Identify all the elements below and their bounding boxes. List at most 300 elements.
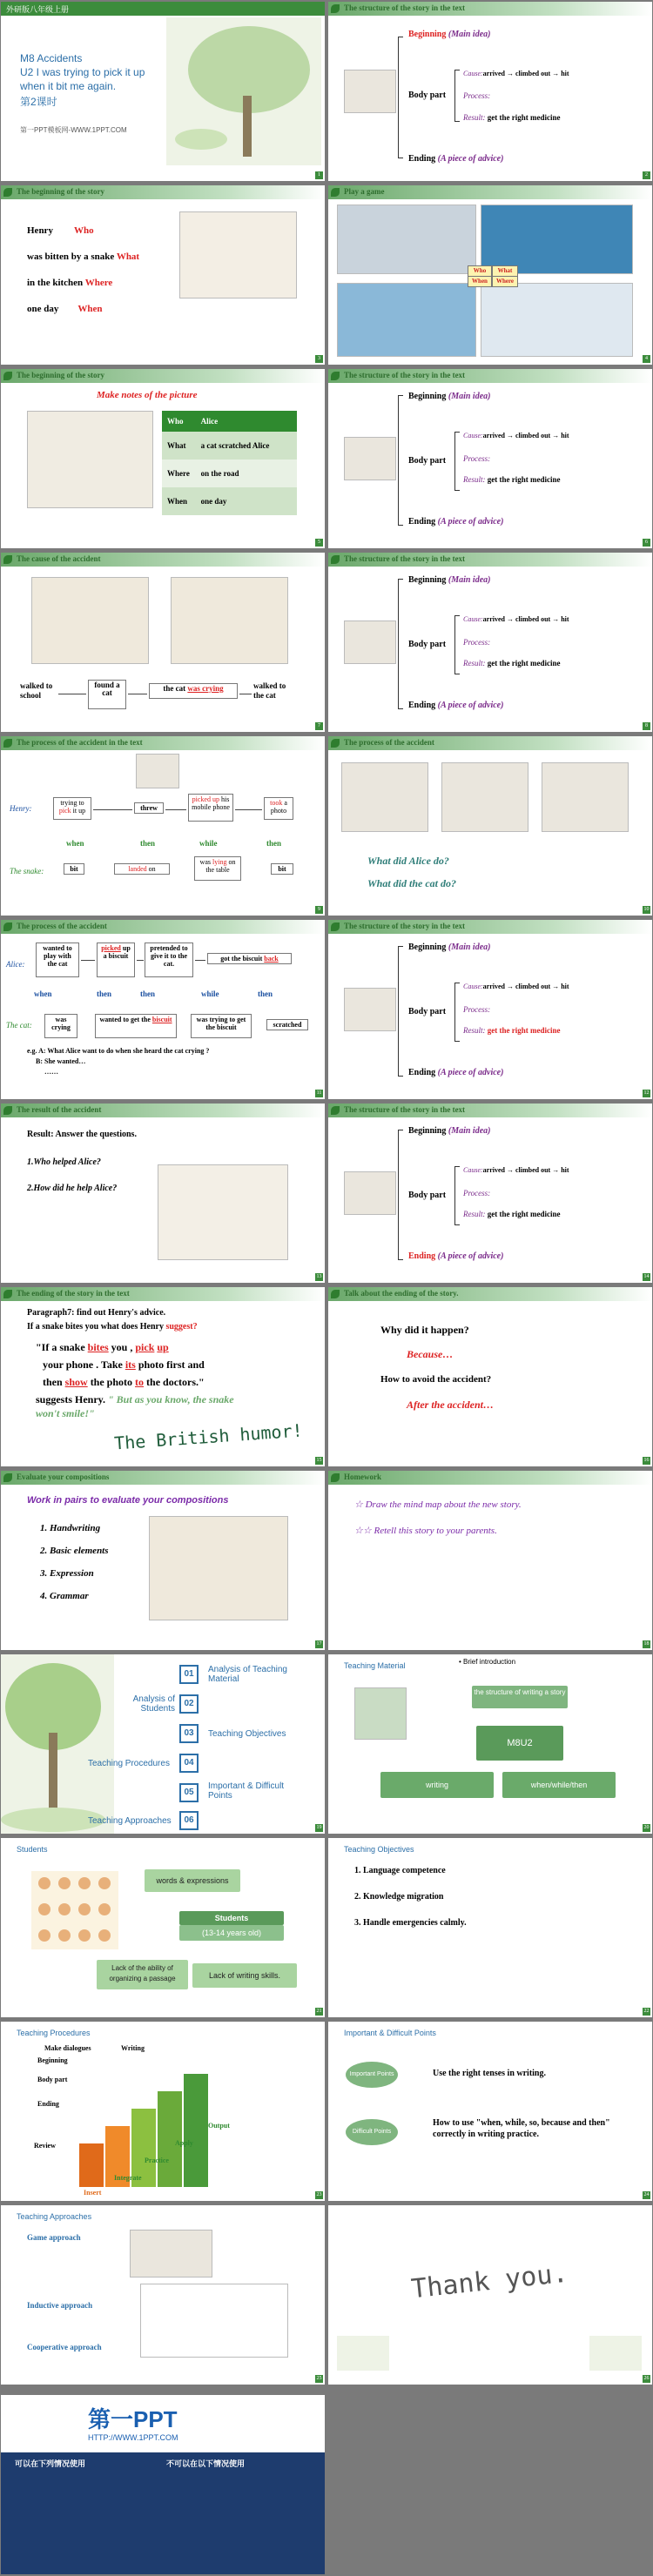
stage-output: Output (208, 2122, 230, 2130)
step1-end: it up (72, 807, 86, 815)
slide-title: Talk about the ending of the story. (344, 1289, 459, 1298)
leaf-icon (331, 188, 340, 197)
gotback-text: got the biscuit (220, 955, 263, 963)
slide-number: 19 (316, 1825, 322, 1830)
slide-title: The beginning of the story (17, 371, 105, 379)
result-row (463, 659, 560, 667)
row-oneday (27, 304, 103, 314)
slide-number: 18 (643, 1641, 650, 1647)
approach-cooperative: Cooperative approach (27, 2343, 102, 2351)
module-title: M8 Accidents (20, 52, 83, 64)
slide-number: 5 (315, 539, 323, 547)
step1-text: trying to (60, 799, 84, 807)
slide-title: Play a game (344, 187, 385, 196)
slide-number: 23 (316, 2192, 322, 2197)
photo-text: a photo (270, 799, 287, 815)
when-card[interactable]: When (468, 276, 492, 287)
cell-who: Who (167, 417, 184, 426)
couple-picture (481, 205, 633, 274)
example-c: …… (44, 1068, 58, 1076)
leaf-icon (3, 1290, 12, 1298)
allowed-heading: 可以在下列情况使用 (15, 2459, 86, 2468)
cause-label: Cause: (463, 615, 483, 623)
slide-number: 3 (315, 355, 323, 363)
snake-step-4: bit (271, 863, 293, 875)
slide-cause[interactable] (1, 553, 325, 732)
slide-evaluate[interactable] (1, 1471, 325, 1650)
criteria-2: 2. Basic elements (40, 1546, 109, 1556)
slide-thank-you[interactable] (328, 2205, 652, 2385)
who-label: Who (73, 225, 94, 236)
footer-text: 第一PPT模板网-WWW.1PPT.COM (20, 126, 127, 134)
cell-what-value: a cat scratched Alice (200, 441, 270, 450)
story-picture (344, 1171, 396, 1215)
cause-row: Cause:arrived → climbed out → hit (463, 70, 569, 77)
example-b: B: She wanted… (36, 1057, 86, 1065)
cause-climbed: climbed out (515, 1166, 551, 1174)
textbook-label: 外研版八年级上册 (6, 5, 70, 14)
agenda-item-4[interactable]: Teaching Procedures (88, 1759, 170, 1768)
cell-when-value: one day (200, 497, 227, 506)
writing-box: writing (380, 1772, 494, 1798)
story-picture (344, 621, 396, 664)
alice-step-2 (97, 943, 135, 977)
leaf-icon (331, 372, 340, 380)
ending-label (408, 1251, 503, 1261)
leaf-icon (331, 1290, 340, 1298)
slide-advert[interactable] (1, 2395, 325, 2574)
conj-then: then (97, 989, 112, 998)
body-brace (454, 1166, 460, 1225)
humor-text: The British humor! (113, 1419, 304, 1454)
process-label: Process: (463, 1005, 491, 1014)
slide-title: The ending of the story in the text (17, 1289, 130, 1298)
slide-agenda[interactable] (1, 1654, 325, 1834)
magnet-picture (337, 205, 476, 274)
beginning-label (408, 1126, 490, 1136)
crying-text: was crying (187, 684, 224, 693)
slide-number: 15 (316, 1458, 322, 1463)
ending-advice: (A piece of advice) (437, 517, 504, 527)
row-bitten (27, 252, 139, 262)
slide-title: Teaching Procedures (17, 2029, 91, 2037)
main-idea: (Main idea) (448, 30, 491, 39)
ending-text: Ending (408, 1068, 436, 1077)
cause-hit: hit (561, 1166, 569, 1174)
main-idea: (Main idea) (448, 1126, 491, 1136)
alice-step-3: pretended to give it to the cat. (145, 943, 193, 977)
q2c: photo first and (138, 1358, 205, 1371)
slide-teaching-material[interactable] (328, 1654, 652, 1834)
slide-title: The structure of the story in the text (344, 554, 466, 563)
story-picture (344, 70, 396, 113)
biscuit-red: biscuit (151, 1016, 172, 1023)
slide-notes[interactable] (1, 369, 325, 548)
slide-title: The cause of the accident (17, 554, 101, 563)
where-card[interactable]: Where (492, 276, 518, 287)
cause-label: Cause: (463, 1166, 483, 1174)
slide-structure-2[interactable] (328, 369, 652, 548)
beginning-label (408, 392, 490, 401)
snake-step-1: bit (64, 863, 84, 875)
cause-climbed: climbed out (515, 70, 551, 77)
agenda-number-6: 06 (179, 1811, 199, 1830)
quote-line-2 (43, 1358, 205, 1372)
unit-title-2: when it bit me again. (20, 80, 117, 92)
q4a: suggests Henry. (36, 1393, 106, 1405)
conj-when: when (66, 839, 84, 848)
slide-structure-5[interactable] (328, 1104, 652, 1283)
arrow (195, 960, 205, 961)
question-avoid: How to avoid the accident? (380, 1374, 492, 1385)
slide-number: 2 (643, 171, 650, 179)
bites-text: bites (87, 1341, 109, 1353)
process-label: Process: (463, 638, 491, 647)
conj-while: while (201, 989, 219, 998)
slide-number: 16 (643, 1458, 650, 1463)
cat-step-1: was crying (44, 1014, 77, 1038)
beginning-text: Beginning (408, 943, 447, 952)
alice-step-1: wanted to play with the cat (36, 943, 79, 977)
cause-arrived: arrived (482, 983, 505, 990)
result-row (463, 1210, 560, 1218)
table-text: on the table (205, 858, 236, 874)
slide-number: 7 (315, 722, 323, 730)
slide-number: 20 (643, 1825, 650, 1830)
notes-table (162, 411, 297, 515)
slide-process-text[interactable] (1, 736, 325, 916)
slide-beginning-henry[interactable] (1, 185, 325, 365)
ending-advice: (A piece of advice) (437, 1251, 504, 1261)
step-review: Review (34, 2142, 56, 2150)
ending-text: Ending (408, 1251, 436, 1261)
slide-approaches[interactable] (1, 2205, 325, 2385)
where-label: Where (84, 278, 113, 288)
ending-text: Ending (408, 517, 436, 527)
leaf-icon (3, 372, 12, 380)
snake-label: The snake: (10, 867, 44, 875)
students-box: Students (179, 1911, 284, 1925)
main-idea: (Main idea) (448, 392, 491, 401)
quote-line-3 (43, 1376, 205, 1389)
snake-picture (136, 754, 179, 788)
pick-text: pick (135, 1341, 155, 1353)
cause-walked: walked to school (20, 681, 53, 700)
result-row (463, 113, 560, 122)
agenda-number-4: 04 (179, 1754, 199, 1773)
conj-then-3: then (258, 989, 273, 998)
phone-text: his mobile phone (192, 795, 230, 811)
process-picture-1 (341, 762, 428, 832)
slide-number: 26 (643, 2376, 650, 2381)
difficult-badge: Difficult Points (346, 2119, 398, 2145)
body-part-label: Body part (408, 91, 447, 100)
up-text: up (157, 1341, 169, 1353)
decoration-left (337, 2336, 389, 2371)
leaf-icon (3, 1106, 12, 1115)
story-picture (344, 988, 396, 1031)
agenda-number-5: 05 (179, 1783, 199, 1802)
slide-title: The structure of the story in the text (344, 3, 466, 12)
slide-title: Teaching Material (344, 1661, 406, 1670)
henry-step-2: threw (134, 802, 164, 814)
agenda-item-3[interactable]: Teaching Objectives (208, 1729, 286, 1739)
conj-then-2: then (266, 839, 282, 848)
cell-where-value: on the road (200, 469, 239, 478)
slide-procedures[interactable] (1, 2022, 325, 2201)
lying-text: lying (212, 858, 227, 866)
slide-students[interactable] (1, 1838, 325, 2017)
body-brace (454, 615, 460, 674)
result-label: Result: (463, 113, 486, 122)
slide-title: The process of the accident in the text (17, 738, 143, 747)
forbidden-heading: 不可以在以下情况使用 (166, 2459, 246, 2468)
slide-structure-3[interactable] (328, 553, 652, 732)
back-text: back (264, 955, 279, 963)
what-card[interactable]: What (492, 265, 518, 277)
tree-illustration (166, 17, 321, 165)
brief-intro: • Brief introduction (459, 1658, 516, 1666)
cat-label: The cat: (6, 1021, 32, 1030)
slide-number: 12 (643, 1090, 650, 1096)
oneday-text: one day (27, 304, 59, 314)
game-thumbnail (130, 2230, 212, 2277)
girl-cat-picture (171, 577, 288, 664)
result-label: Result: (463, 475, 486, 484)
picked-up-text: picked up (192, 795, 219, 803)
henry-step-4 (264, 797, 293, 820)
objective-3: 3. Handle emergencies calmly. (354, 1918, 467, 1928)
took-text: took (270, 799, 283, 807)
question-why: Why did it happen? (380, 1324, 469, 1336)
stage-apply: Apply (175, 2139, 193, 2147)
slide-talk-ending[interactable] (328, 1287, 652, 1466)
slide-title: Important & Difficult Points (344, 2029, 436, 2037)
row-kitchen (27, 278, 112, 288)
beginning-label (408, 943, 490, 952)
bitten-text: was bitten by a snake (27, 252, 115, 262)
cell-alice: Alice (200, 417, 219, 426)
lack-organizing-box: Lack of the ability of organizing a passage (97, 1960, 188, 1989)
q2a: your phone . Take (43, 1358, 123, 1371)
slide-title: The beginning of the story (17, 187, 105, 196)
result-heading: Result: Answer the questions. (27, 1130, 137, 1139)
agenda-item-6[interactable]: Teaching Approaches (88, 1816, 172, 1826)
to-text: to (135, 1376, 145, 1388)
slide-game[interactable] (328, 185, 652, 365)
cell-what: What (167, 441, 186, 450)
result-label: Result: (463, 1026, 486, 1035)
slide-number: 1 (315, 171, 323, 179)
slide-structure-1[interactable] (328, 2, 652, 181)
notes-subtitle: Make notes of the picture (97, 390, 198, 400)
pick-text: pick (58, 807, 71, 815)
what-label: What (116, 252, 140, 262)
slide-process-flow[interactable] (1, 920, 325, 1099)
slide-number: 9 (315, 906, 323, 914)
agenda-item-1[interactable]: Analysis of Teaching Material (208, 1665, 287, 1684)
alice-label: Alice: (6, 960, 25, 969)
cause-arrived: arrived (482, 70, 505, 77)
cat-step-4: scratched (266, 1019, 308, 1030)
slide-title[interactable] (1, 2, 325, 181)
students-icons (31, 1871, 118, 1949)
main-idea: (Main idea) (448, 943, 491, 952)
homework-1: ☆ Draw the mind map about the new story. (354, 1499, 522, 1510)
step-ending: Ending (37, 2100, 59, 2108)
brace (398, 946, 403, 1077)
criteria-1: 1. Handwriting (40, 1523, 101, 1533)
leaf-icon (331, 922, 340, 931)
its-text: its (125, 1358, 136, 1371)
slide-objectives[interactable] (328, 1838, 652, 2017)
important-point: Use the right tenses in writing. (433, 2069, 546, 2078)
leaf-icon (331, 4, 340, 13)
leaf-icon (331, 739, 340, 748)
cause-found-cat: found a cat (88, 680, 126, 709)
cause-hit: hit (561, 432, 569, 439)
process-picture-3 (542, 762, 629, 832)
ending-text: Ending (408, 701, 436, 710)
slide-number: 25 (316, 2376, 322, 2381)
brace (398, 37, 403, 158)
slide-title: The structure of the story in the text (344, 1105, 466, 1114)
ending-advice: (A piece of advice) (437, 154, 504, 164)
agenda-item-5[interactable]: Important & Difficult Points (208, 1781, 285, 1801)
body-brace (454, 983, 460, 1042)
result-text: get the right medicine (487, 1026, 561, 1035)
slide-number: 11 (316, 1090, 322, 1096)
beginning-text: Beginning (408, 1126, 447, 1136)
beginning-text: Beginning (408, 30, 447, 39)
slide-number: 17 (316, 1641, 322, 1647)
cat-step-2 (95, 1014, 177, 1038)
slide-key-points[interactable] (328, 2022, 652, 2201)
alice-step-4 (207, 953, 292, 964)
arrow (137, 960, 144, 961)
cause-arrived: arrived (482, 1166, 505, 1174)
cause-climbed: climbed out (515, 432, 551, 439)
question-1: 1.Who helped Alice? (27, 1157, 101, 1167)
slide-structure-4[interactable] (328, 920, 652, 1099)
body-part-label: Body part (408, 640, 447, 649)
cell-where: Where (167, 469, 190, 478)
cause-label: Cause: (463, 983, 483, 990)
example-a: e.g. A: What Alice want to do when she heard the cat crying ? (27, 1047, 210, 1055)
brace (398, 1130, 403, 1260)
process-picture-2 (441, 762, 528, 832)
difficult-point: How to use "when, while, so, because and then" correctly in writing practice. (433, 2118, 610, 2139)
leaf-icon (3, 555, 12, 564)
criteria-3: 3. Expression (40, 1568, 94, 1579)
answer-because: Because… (407, 1348, 454, 1360)
brand-url[interactable]: HTTP://WWW.1PPT.COM (88, 2433, 178, 2442)
quote-line-4 (36, 1393, 234, 1406)
age-box: (13-14 years old) (179, 1925, 284, 1941)
arrow (235, 809, 262, 810)
slide-number: 24 (643, 2192, 650, 2197)
conj-then-2: then (140, 989, 156, 998)
q3a: then (43, 1376, 63, 1388)
conjunction-box: when/while/then (502, 1772, 616, 1798)
agenda-item-2[interactable]: Analysis of Students (132, 1694, 175, 1714)
body-part-label: Body part (408, 1007, 447, 1016)
who-card[interactable]: Who (468, 265, 492, 277)
cause-climbed: climbed out (515, 615, 551, 623)
process-label: Process: (463, 91, 491, 100)
ending-label (408, 517, 503, 527)
cat-text: the cat (163, 684, 186, 693)
henry-step-3 (188, 794, 233, 822)
thank-you-text: Thank you. (409, 2257, 569, 2305)
ending-label (408, 154, 503, 164)
story-picture (344, 437, 396, 480)
suggest-text: suggest? (165, 1322, 198, 1332)
slide-ending-text[interactable] (1, 1287, 325, 1466)
evaluate-subtitle: Work in pairs to evaluate your compositions (27, 1495, 229, 1506)
ending-advice: (A piece of advice) (437, 1068, 504, 1077)
ending-advice: (A piece of advice) (437, 701, 504, 710)
process-label: Process: (463, 454, 491, 463)
step-dialogues: Make dialogues (44, 2044, 91, 2052)
flow-thumbnail (140, 2284, 288, 2358)
cause-hit: hit (561, 615, 569, 623)
answer-after: After the accident… (407, 1399, 494, 1411)
criteria-4: 4. Grammar (40, 1591, 89, 1601)
slide-title: The process of the accident (17, 922, 107, 930)
slide-title: Evaluate your compositions (17, 1472, 110, 1481)
cause-row: Cause:arrived → climbed out → hit (463, 1166, 569, 1174)
question-cat: What did the cat do? (367, 877, 457, 889)
q3e: the doctors." (146, 1376, 205, 1388)
slide-title: The structure of the story in the text (344, 922, 466, 930)
lack-writing-box: Lack of writing skills. (192, 1963, 297, 1988)
ending-text: Ending (408, 154, 436, 164)
slide-title: Students (17, 1845, 48, 1854)
objective-2: 2. Knowledge migration (354, 1892, 444, 1902)
result-text: get the right medicine (487, 1210, 561, 1218)
process-label: Process: (463, 1189, 491, 1197)
slide-homework[interactable] (328, 1471, 652, 1650)
result-text: get the right medicine (487, 113, 561, 122)
slide-number: 4 (643, 355, 650, 363)
main-idea: (Main idea) (448, 575, 491, 585)
beginning-text: Beginning (408, 392, 447, 401)
brace (398, 395, 403, 526)
slide-process-questions[interactable] (328, 736, 652, 916)
cause-climbed: climbed out (515, 983, 551, 990)
helper-picture (158, 1164, 288, 1260)
slide-result[interactable] (1, 1104, 325, 1283)
advert-footer (1, 2452, 325, 2574)
leaf-icon (3, 1473, 12, 1482)
slide-title: The process of the accident (344, 738, 434, 747)
on-text: on (148, 865, 156, 873)
conj-when: when (34, 989, 52, 998)
slide-title: The result of the accident (17, 1105, 102, 1114)
snake-step-3 (194, 856, 241, 881)
slide-title: Homework (344, 1472, 381, 1481)
girl-walking-picture (31, 577, 149, 664)
wanted-text: wanted to get the (99, 1016, 151, 1023)
body-brace (454, 70, 460, 122)
step-beginning: Beginning (37, 2056, 68, 2064)
q1a: "If a snake (36, 1341, 85, 1353)
biscuit-text: up a biscuit (103, 944, 131, 960)
step-body: Body part (37, 2076, 68, 2083)
homework-2: ☆☆ Retell this story to your parents. (354, 1526, 497, 1536)
beginning-text: Beginning (408, 575, 447, 585)
